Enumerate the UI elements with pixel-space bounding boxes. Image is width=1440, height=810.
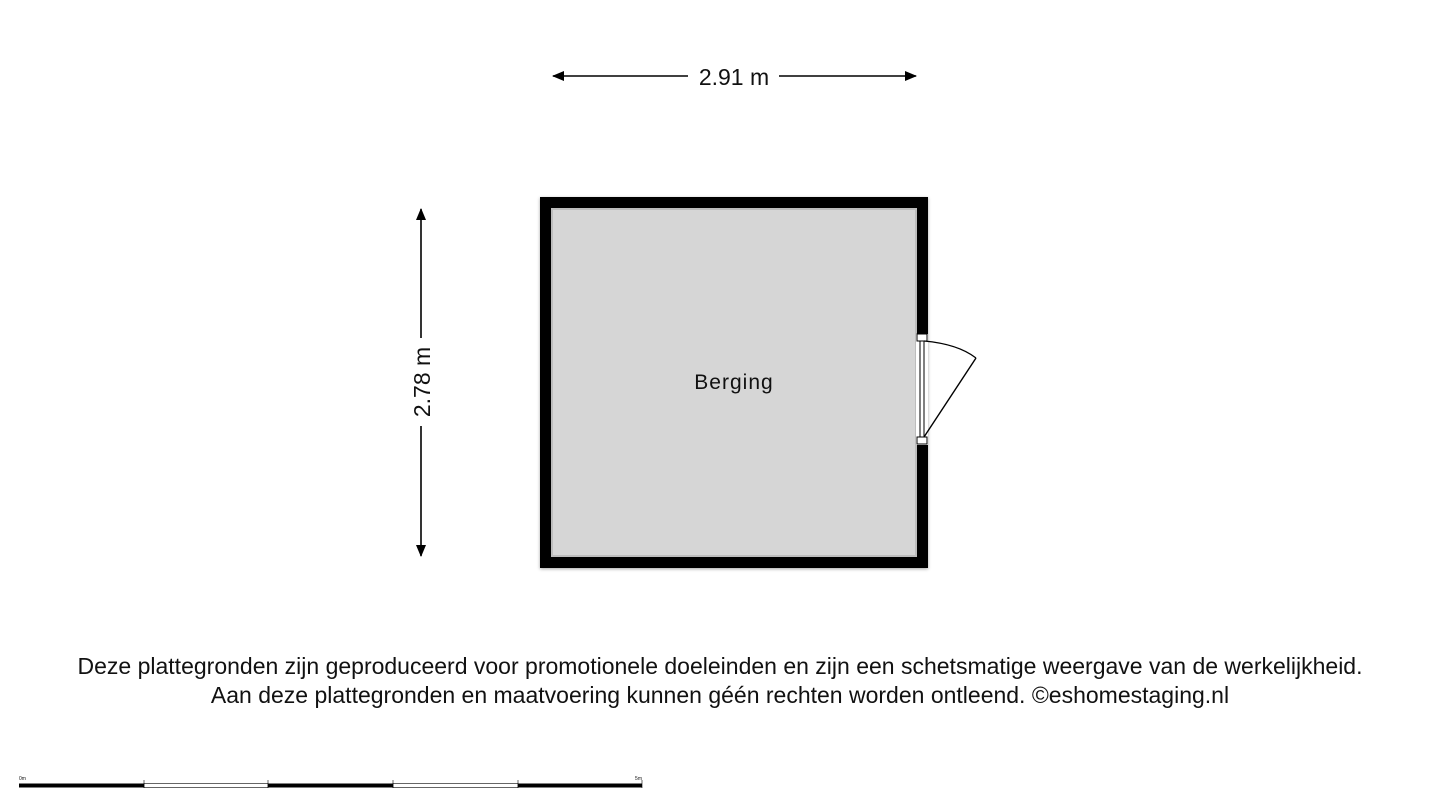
room-berging xyxy=(540,197,976,568)
height-dimension-label: 2.78 m xyxy=(409,346,435,418)
scale-bar-end-label: 5m xyxy=(635,776,642,782)
room-name: Berging xyxy=(694,371,774,394)
scale-bar-segment-4 xyxy=(393,784,518,788)
scale-bar-segment-5 xyxy=(518,784,642,788)
disclaimer-line-1: Deze plattegronden zijn geproduceerd voor promotionele doeleinden en zijn een schetsmatige weergave van de werkelijkheid. xyxy=(77,653,1363,679)
scale-bar xyxy=(19,776,642,788)
height-dimension xyxy=(409,209,435,556)
door-jamb-bottom xyxy=(917,437,927,444)
scale-bar-segment-1 xyxy=(19,784,144,788)
scale-bar-segment-2 xyxy=(144,784,268,788)
width-dimension xyxy=(553,64,916,90)
width-dimension-label: 2.91 m xyxy=(698,64,770,90)
door-opening xyxy=(916,334,928,445)
door-swing-arc xyxy=(924,341,976,358)
disclaimer-line-2: Aan deze plattegronden en maatvoering kunnen géén rechten worden ontleend. ©eshomestaging.nl xyxy=(210,682,1230,708)
scale-bar-start-label: 0m xyxy=(19,776,26,782)
scale-bar-segment-3 xyxy=(268,784,393,788)
door-jamb-top xyxy=(917,334,927,341)
door-leaf xyxy=(924,358,976,437)
